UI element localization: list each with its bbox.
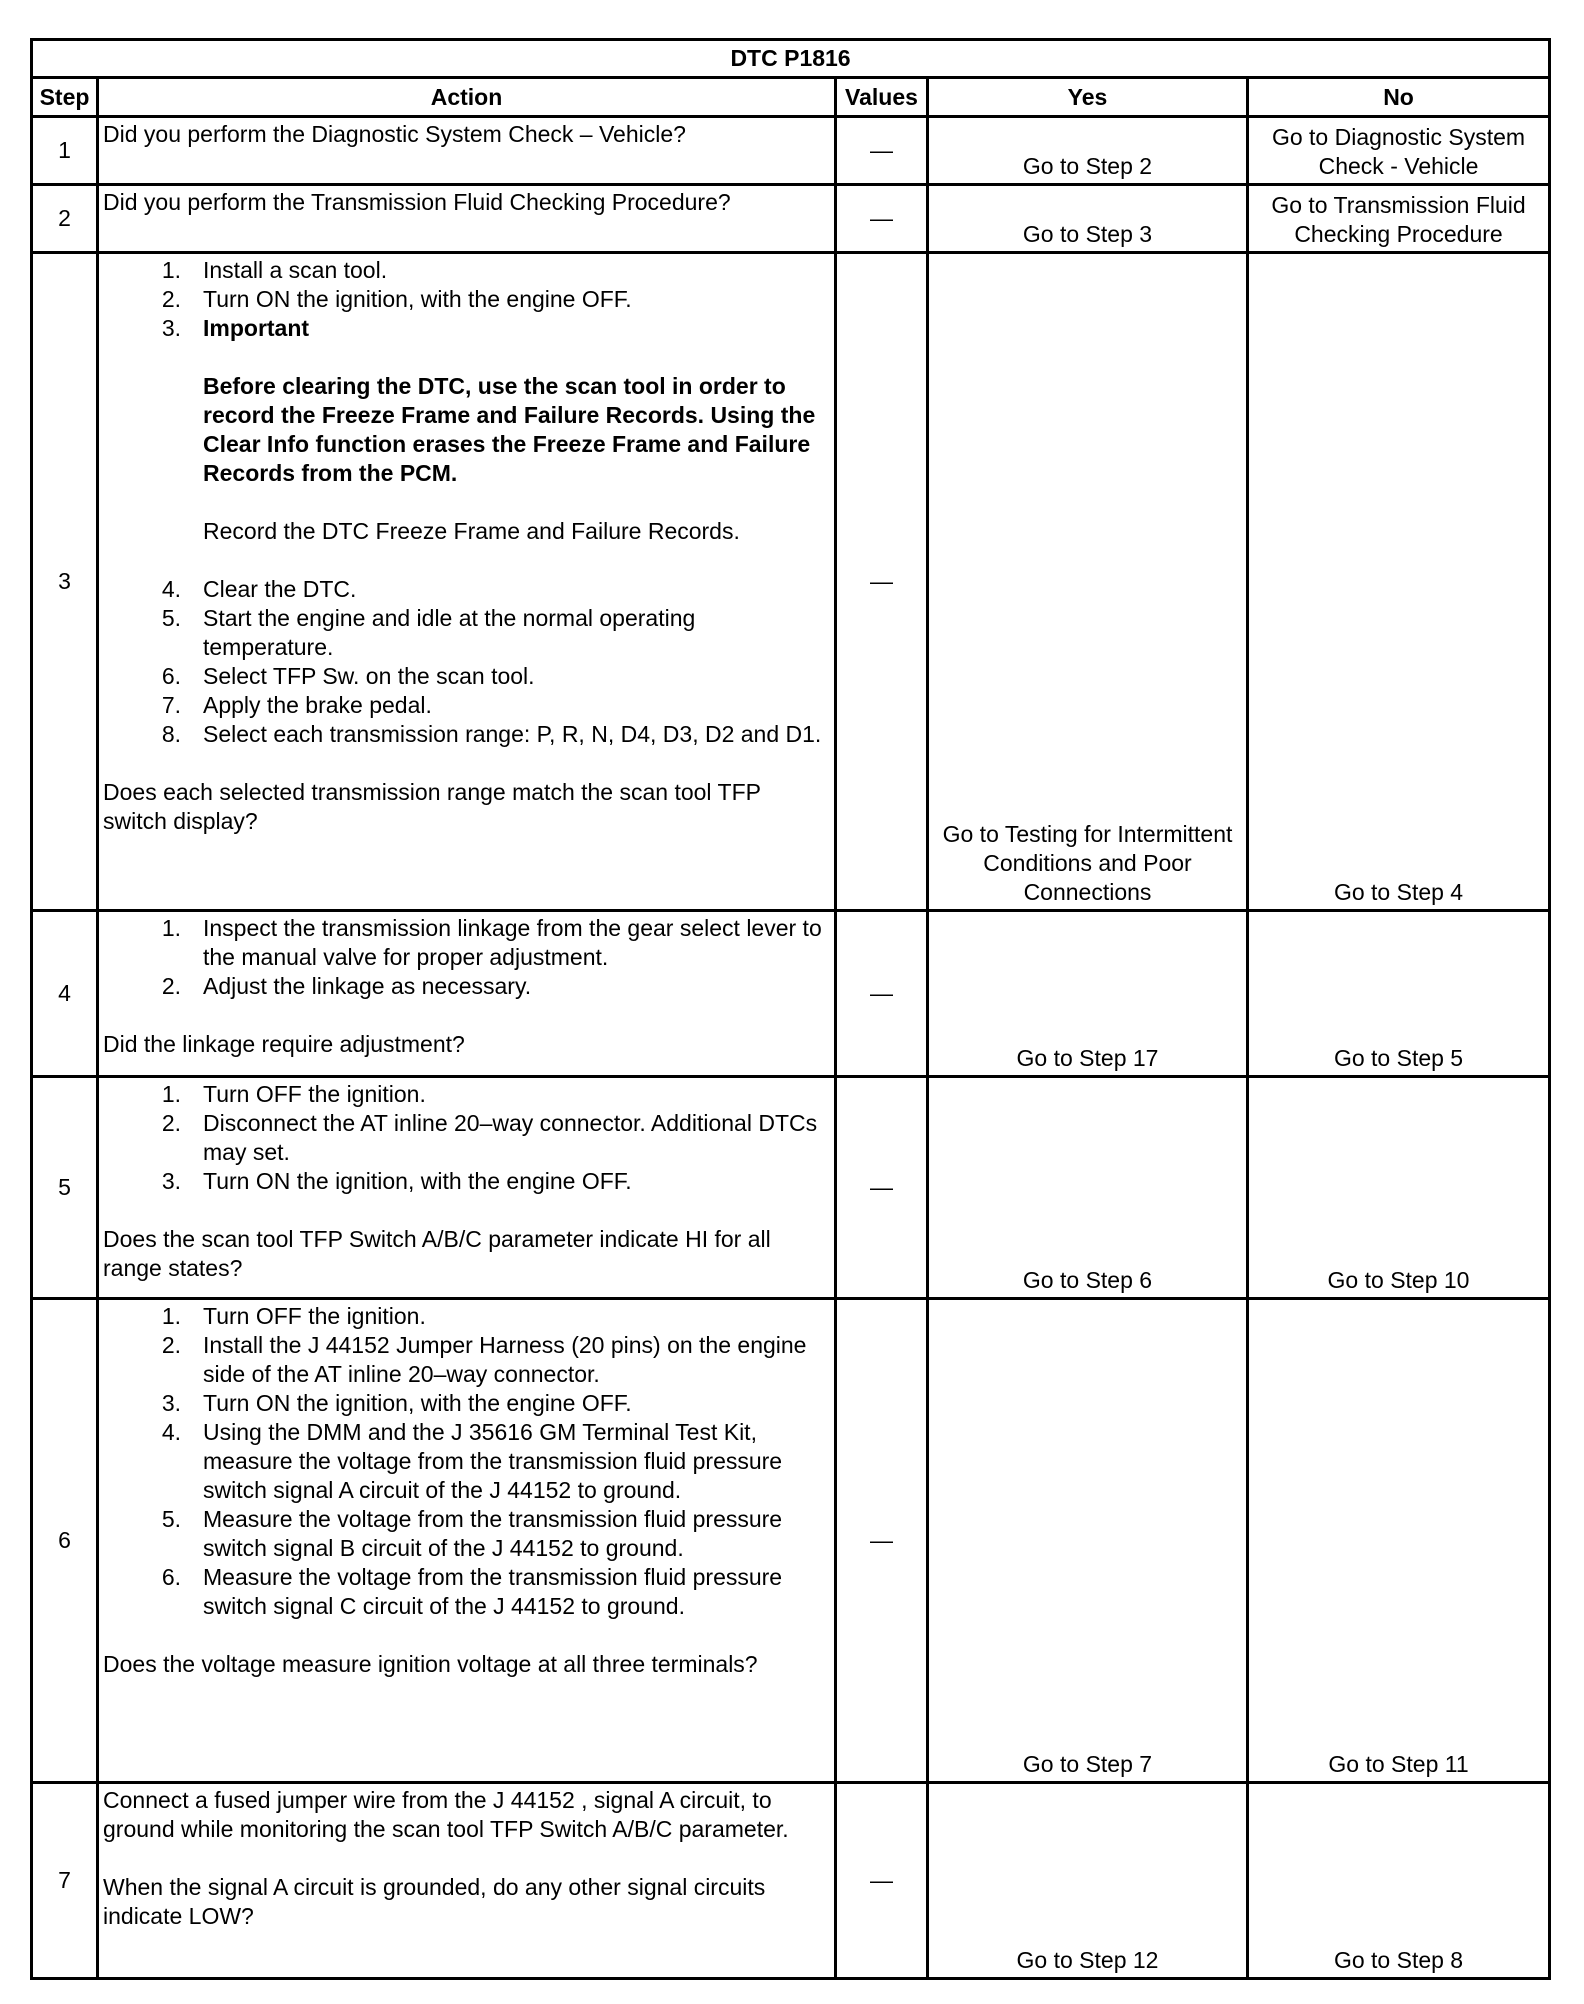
no-cell (1248, 1783, 1550, 1979)
question: Did you perform the Transmission Fluid Checking Procedure? (103, 189, 731, 215)
list-item: 2. Turn ON the ignition, with the engine OFF. (161, 286, 632, 312)
step-number: 5 (32, 1077, 98, 1299)
list-item: 6. Select TFP Sw. on the scan tool. (161, 663, 535, 689)
no-result: Go to Diagnostic System Check - Vehicle (1271, 124, 1526, 179)
no-cell (1248, 185, 1550, 253)
list-item: 5. Measure the voltage from the transmission fluid pressure switch signal B circuit of the J 44152 to ground. (161, 1506, 783, 1561)
list-item: 8. Select each transmission range: P, R, N, D4, D3, D2 and D1. (161, 721, 822, 747)
list-item: 2. Disconnect the AT inline 20–way connector. Additional DTCs may set. (161, 1110, 818, 1165)
list-item: 2. Adjust the linkage as necessary. (161, 973, 532, 999)
step-number: 4 (32, 911, 98, 1077)
action-cell (98, 117, 836, 185)
list-item: 2. Install the J 44152 Jumper Harness (20 pins) on the engine side of the AT inline 20–way connector. (161, 1332, 807, 1387)
question: Does each selected transmission range match the scan tool TFP switch display? (103, 779, 761, 834)
header-step: Step (32, 78, 98, 117)
header-values: Values (836, 78, 928, 117)
step-number: 2 (32, 185, 98, 253)
list-item: 3. Important (161, 315, 310, 341)
list-item: 6. Measure the voltage from the transmission fluid pressure switch signal C circuit of the J 44152 to ground. (161, 1564, 783, 1619)
procedure-list (103, 1080, 828, 1196)
action-cell (98, 911, 836, 1077)
table-row (32, 185, 1550, 253)
action-cell (98, 1783, 836, 1979)
list-item: 1. Install a scan tool. (161, 257, 388, 283)
yes-result: Go to Step 7 (1022, 1751, 1153, 1777)
yes-result: Go to Step 12 (1016, 1947, 1159, 1973)
yes-result: Go to Step 6 (1022, 1267, 1153, 1293)
yes-result: Go to Testing for Intermittent Conditions and Poor Connections (942, 821, 1233, 905)
table-row (32, 1299, 1550, 1783)
list-item: 7. Apply the brake pedal. (161, 692, 432, 718)
header-action: Action (98, 78, 836, 117)
instruction: Connect a fused jumper wire from the J 44152 , signal A circuit, to ground while monitoring the scan tool TFP Switch A/B/C parameter. (103, 1787, 789, 1842)
procedure-list (103, 575, 828, 749)
list-item: 3. Turn ON the ignition, with the engine OFF. (161, 1168, 632, 1194)
action-cell (98, 1077, 836, 1299)
values-cell: — (836, 117, 928, 185)
values-cell: — (836, 253, 928, 911)
action-cell (98, 253, 836, 911)
table-row (32, 911, 1550, 1077)
yes-result: Go to Step 17 (1016, 1045, 1159, 1071)
values-cell: — (836, 1299, 928, 1783)
table-title: DTC P1816 (32, 40, 1550, 78)
yes-result: Go to Step 2 (1022, 153, 1153, 179)
yes-cell (928, 185, 1248, 253)
no-cell (1248, 911, 1550, 1077)
list-item: 3. Turn ON the ignition, with the engine OFF. (161, 1390, 632, 1416)
important-note: Before clearing the DTC, use the scan tool in order to record the Freeze Frame and Failure Records. Using the Clear Info function erases the Freeze Frame and Failure Records from the PCM. (203, 373, 816, 486)
important-label: Important (203, 315, 310, 341)
table-row (32, 1077, 1550, 1299)
yes-cell (928, 1077, 1248, 1299)
no-result: Go to Step 5 (1333, 1045, 1464, 1071)
step-number: 6 (32, 1299, 98, 1783)
no-result: Go to Step 4 (1333, 879, 1464, 905)
record-note: Record the DTC Freeze Frame and Failure Records. (203, 518, 740, 544)
no-cell (1248, 1077, 1550, 1299)
values-cell: — (836, 185, 928, 253)
question: Did you perform the Diagnostic System Check – Vehicle? (103, 121, 686, 147)
list-item: 1. Turn OFF the ignition. (161, 1081, 426, 1107)
question: Does the voltage measure ignition voltage at all three terminals? (103, 1651, 758, 1677)
step-number: 3 (32, 253, 98, 911)
dtc-table (30, 38, 1551, 1980)
no-cell (1248, 1299, 1550, 1783)
values-cell: — (836, 1783, 928, 1979)
no-result: Go to Step 10 (1327, 1267, 1470, 1293)
table-row (32, 1783, 1550, 1979)
procedure-list (103, 914, 828, 1001)
values-cell: — (836, 1077, 928, 1299)
action-cell (98, 1299, 836, 1783)
question: When the signal A circuit is grounded, do any other signal circuits indicate LOW? (103, 1874, 766, 1929)
yes-cell (928, 1783, 1248, 1979)
yes-cell (928, 117, 1248, 185)
no-result: Go to Step 8 (1333, 1947, 1464, 1973)
list-item: 4. Clear the DTC. (161, 576, 357, 602)
yes-cell (928, 253, 1248, 911)
step-number: 7 (32, 1783, 98, 1979)
no-result: Go to Step 11 (1328, 1751, 1469, 1777)
yes-cell (928, 911, 1248, 1077)
list-item: 5. Start the engine and idle at the normal operating temperature. (161, 605, 696, 660)
no-cell (1248, 117, 1550, 185)
question: Did the linkage require adjustment? (103, 1031, 465, 1057)
step-number: 1 (32, 117, 98, 185)
header-yes: Yes (928, 78, 1248, 117)
question: Does the scan tool TFP Switch A/B/C parameter indicate HI for all range states? (103, 1226, 771, 1281)
list-item: 4. Using the DMM and the J 35616 GM Terminal Test Kit, measure the voltage from the transmission fluid pressure switch signal A circuit of the J 44152 to ground. (161, 1419, 783, 1503)
yes-result: Go to Step 3 (1022, 221, 1153, 247)
action-cell (98, 185, 836, 253)
procedure-list (103, 256, 828, 343)
yes-cell (928, 1299, 1248, 1783)
header-no: No (1248, 78, 1550, 117)
procedure-list (103, 1302, 828, 1621)
list-item: 1. Turn OFF the ignition. (161, 1303, 426, 1329)
list-item: 1. Inspect the transmission linkage from the gear select lever to the manual valve for proper adjustment. (161, 915, 822, 970)
table-row (32, 117, 1550, 185)
table-row (32, 253, 1550, 911)
values-cell: — (836, 911, 928, 1077)
no-result: Go to Transmission Fluid Checking Procedure (1271, 192, 1526, 247)
no-cell (1248, 253, 1550, 911)
